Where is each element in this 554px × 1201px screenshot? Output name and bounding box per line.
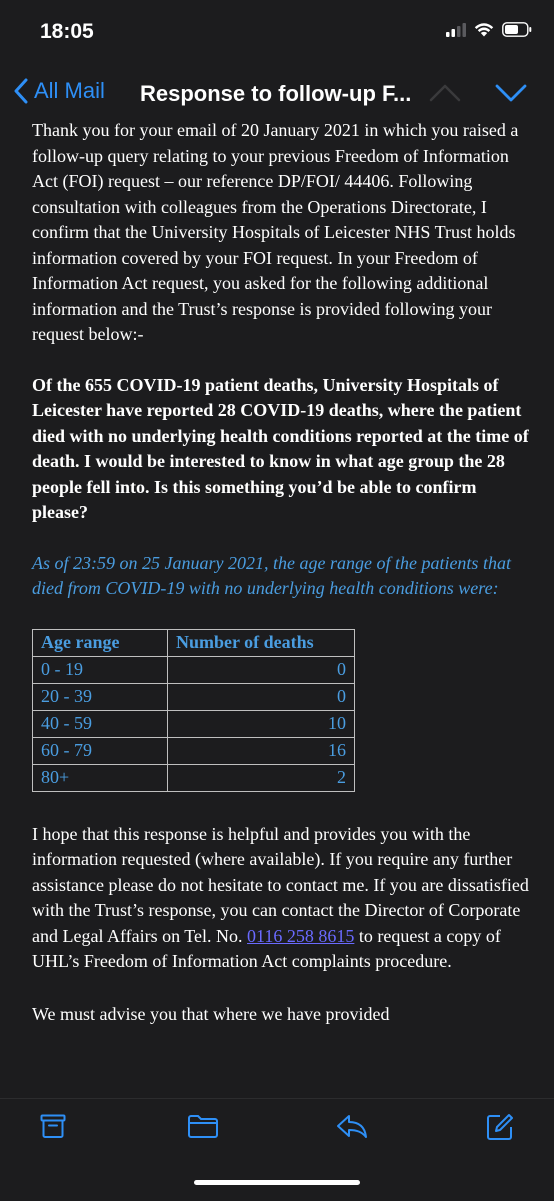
archive-icon[interactable] xyxy=(40,1113,66,1139)
age-range-cell: 20 - 39 xyxy=(33,683,168,710)
quoted-question: Of the 655 COVID-19 patient deaths, University Hospitals of Leicester have reported 28 COVID-19 deaths, where the patient died with no underlying health conditions reported at the time of death. I would be interested to know in what age group the 28 people fell into. Is this something you’d be able to confirm please? xyxy=(32,374,529,522)
closing-text-end: to request a copy of UHL’s Freedom of Information Act complaints procedure. xyxy=(32,925,501,971)
death-count-cell: 0 xyxy=(168,656,355,683)
folder-icon[interactable] xyxy=(187,1113,219,1139)
email-subject: Response to follow-up F... xyxy=(140,81,412,106)
chevron-up-icon[interactable] xyxy=(428,80,462,106)
chevron-left-icon xyxy=(14,78,28,104)
cut-off-paragraph: We must advise you that where we have provided xyxy=(32,1003,390,1024)
status-bar xyxy=(0,0,554,64)
age-range-cell: 60 - 79 xyxy=(33,737,168,764)
table-row xyxy=(33,710,355,737)
table-row xyxy=(33,737,355,764)
home-indicator xyxy=(194,1180,360,1185)
death-count-cell: 0 xyxy=(168,683,355,710)
status-icons xyxy=(446,22,532,37)
mail-toolbar xyxy=(0,1098,554,1201)
age-range-cell: 80+ xyxy=(33,764,168,791)
age-range-table xyxy=(32,629,355,792)
phone-link[interactable]: 0116 258 8615 xyxy=(247,925,355,946)
table-row xyxy=(33,656,355,683)
closing-text: I hope that this response is helpful and provides you with the information requested (where available). If you require any further assistance please do not hesitate to contact me. If you are dissatisfied with the Trust’s response, you can contact the Director of Corporate and Legal Affairs on Tel. No. xyxy=(32,823,529,946)
age-range-cell: 40 - 59 xyxy=(33,710,168,737)
table-header-row xyxy=(33,629,355,656)
death-count-cell: 10 xyxy=(168,710,355,737)
back-button[interactable] xyxy=(14,78,105,104)
back-label: All Mail xyxy=(34,78,105,103)
email-paragraph: Thank you for your email of 20 January 2021 in which you raised a follow-up query relating to your previous Freedom of Information Act (FOI) request – our reference DP/FOI/ 44406. Following consultation with colleagues from the Operations Directorate, I confirm that the University Hospitals of Leicester NHS Trust holds information covered by your FOI request. In your Freedom of Information Act request, you asked for the following additional information and the Trust’s response is provided following your request below:- xyxy=(32,120,519,344)
status-time: 18:05 xyxy=(40,20,94,43)
mail-nav-bar xyxy=(0,64,554,122)
death-count-cell: 16 xyxy=(168,737,355,764)
age-range-table-wrapper xyxy=(32,629,532,792)
table-row xyxy=(33,683,355,710)
compose-icon[interactable] xyxy=(486,1113,514,1141)
column-header: Number of deaths xyxy=(168,629,355,656)
battery-icon xyxy=(502,22,532,37)
age-range-cell: 0 - 19 xyxy=(33,656,168,683)
email-body xyxy=(32,118,532,1027)
death-count-cell: 2 xyxy=(168,764,355,791)
signal-icon xyxy=(446,23,466,37)
table-row xyxy=(33,764,355,791)
chevron-down-icon[interactable] xyxy=(494,80,528,106)
reply-icon[interactable] xyxy=(336,1113,368,1139)
column-header: Age range xyxy=(33,629,168,656)
closing-paragraph xyxy=(32,822,532,975)
wifi-icon xyxy=(474,22,494,37)
answer-intro: As of 23:59 on 25 January 2021, the age range of the patients that died from COVID-19 with no underlying health conditions were: xyxy=(32,552,511,598)
